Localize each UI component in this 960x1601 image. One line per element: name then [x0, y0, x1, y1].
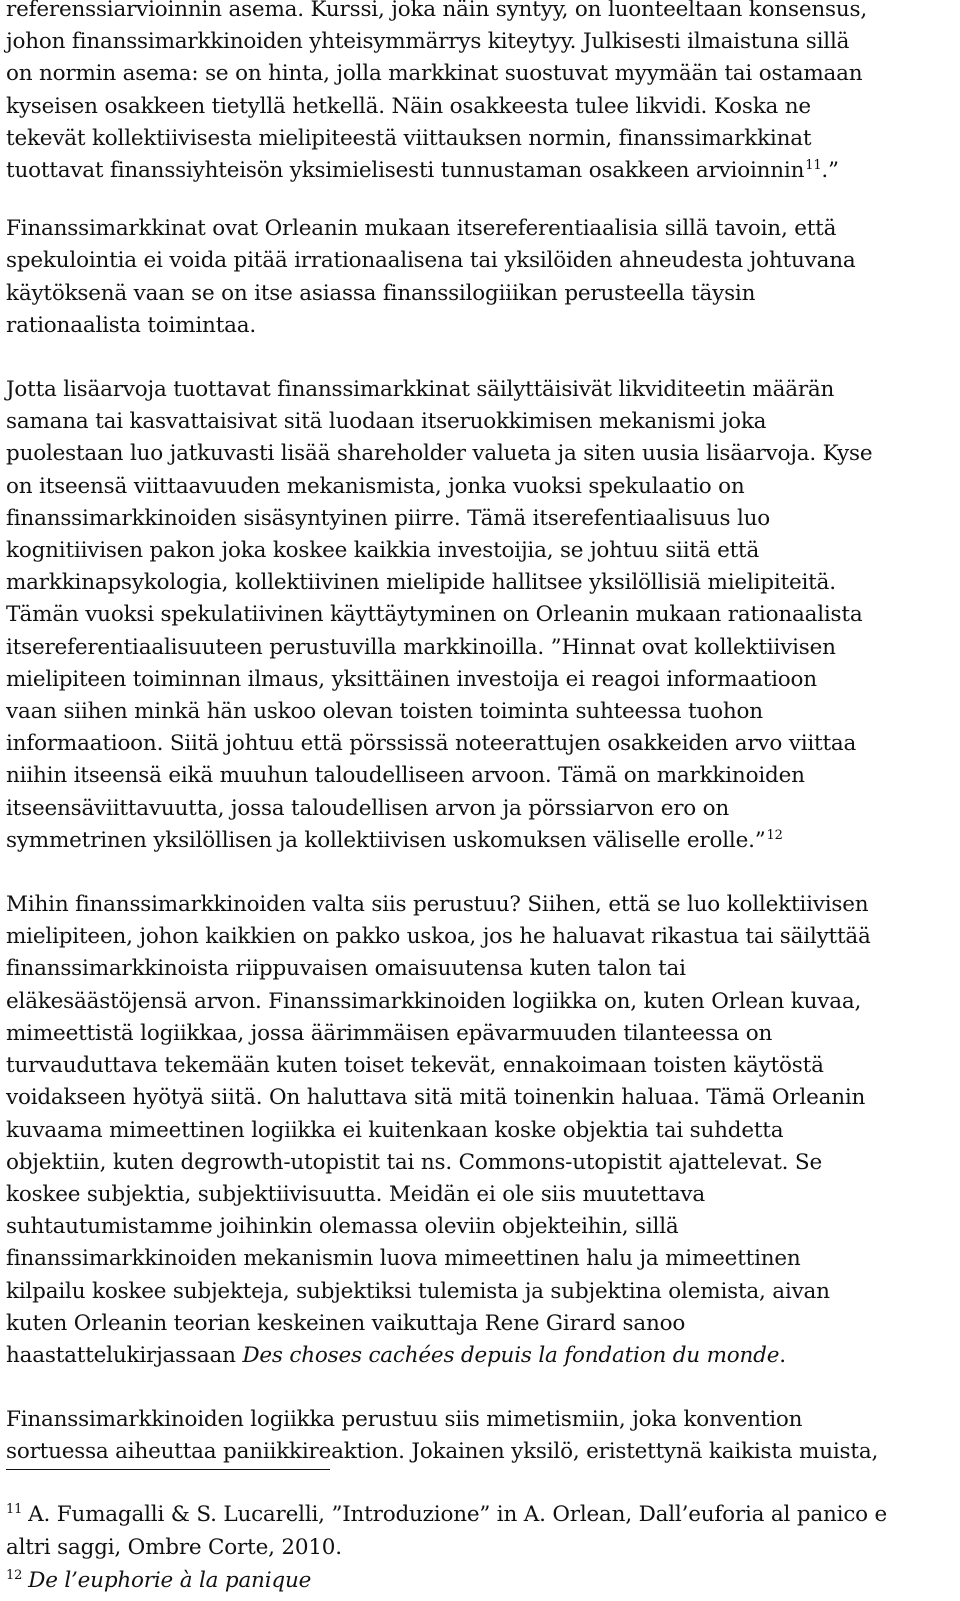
text-line: referenssiarvioinnin asema. Kurssi, joka näin syntyy, on luonteeltaan konsensus,	[6, 0, 867, 22]
text-line: Jotta lisäarvoja tuottavat finanssimarkkinat säilyttäisivät likviditeetin määrän	[6, 377, 835, 403]
text-line: objektiin, kuten degrowth-utopistit tai ns. Commons-utopistit ajattelevat. Se	[6, 1149, 822, 1175]
text-line: niihin itseensä eikä muuhun taloudelliseen arvoon. Tämä on markkinoiden	[6, 763, 805, 789]
text-line: on normin asema: se on hinta, jolla markkinat suostuvat myymään tai ostamaan	[6, 61, 863, 87]
text-line: eläkesäästöjensä arvon. Finanssimarkkinoiden logiikka on, kuten Orlean kuvaa,	[6, 988, 862, 1014]
paragraph-3	[6, 374, 950, 857]
text-line: Tämän vuoksi spekulatiivinen käyttäytyminen on Orleanin mukaan rationaalista	[6, 602, 863, 628]
sentence-end: .	[779, 1342, 786, 1368]
text-line: sortuessa aiheuttaa paniikkireaktion. Jokainen yksilö, eristettynä kaikista muista,	[6, 1439, 879, 1465]
text-line: puolestaan luo jatkuvasti lisää shareholder valueta ja siten uusia lisäarvoja. Kyse	[6, 441, 873, 467]
text-line: Mihin finanssimarkkinoiden valta siis perustuu? Siihen, että se luo kollektiivisen	[6, 892, 869, 918]
text-line: turvauduttava tekemään kuten toiset tekevät, ennakoimaan toisten käytöstä	[6, 1053, 824, 1079]
text-line: kuten Orleanin teorian keskeinen vaikuttaja Rene Girard sanoo	[6, 1310, 686, 1336]
text-line	[6, 155, 950, 187]
footnote-number: 12	[6, 1568, 23, 1583]
footnote-text: A. Fumagalli & S. Lucarelli, ”Introduzione” in A. Orlean, Dall’euforia al panico e	[28, 1502, 888, 1527]
text-line: samana tai kasvattaisivat sitä luodaan itseruokkimisen mekanismi joka	[6, 409, 767, 435]
text-line: kyseisen osakkeen tietyllä hetkellä. Näin osakkeesta tulee likvidi. Koska ne	[6, 93, 811, 119]
text-line-content: symmetrinen yksilöllisen ja kollektiivisen uskomuksen väliselle erolle.”	[6, 827, 766, 853]
footnote-text: De l’euphorie à la panique	[28, 1568, 312, 1593]
text-line: informaatioon. Siitä johtuu että pörssissä noteerattujen osakkeiden arvo viittaa	[6, 731, 857, 757]
paragraph-5	[6, 1404, 950, 1468]
text-line: itseensäviittavuutta, jossa taloudellisen arvon ja pörssiarvon ero on	[6, 795, 730, 821]
footnote-12	[6, 1564, 950, 1597]
text-line: kilpailu koskee subjekteja, subjektiksi tulemista ja subjektina olemista, aivan	[6, 1278, 830, 1304]
closing-quote: .”	[821, 158, 839, 184]
text-line: Finanssimarkkinat ovat Orleanin mukaan itsereferentiaalisia sillä tavoin, että	[6, 216, 837, 242]
footnote-number: 11	[6, 1502, 23, 1517]
footnote-11-continued: altri saggi, Ombre Corte, 2010.	[6, 1535, 342, 1560]
text-line: Finanssimarkkinoiden logiikka perustuu siis mimetismiin, joka konvention	[6, 1407, 803, 1433]
text-line: tekevät kollektiivisesta mielipiteestä viittauksen normin, finanssimarkkinat	[6, 125, 812, 151]
text-line: markkinapsykologia, kollektiivinen mielipide hallitsee yksilöllisiä mielipiteitä.	[6, 570, 836, 596]
paragraph-2	[6, 213, 950, 342]
text-line: on itseensä viittaavuuden mekanismista, jonka vuoksi spekulaatio on	[6, 473, 745, 499]
text-line: itsereferentiaalisuuteen perustuvilla markkinoilla. ”Hinnat ovat kollektiivisen	[6, 634, 836, 660]
footnote-11	[6, 1498, 950, 1531]
text-line: mielipiteen, johon kaikkien on pakko uskoa, jos he haluavat rikastua tai säilyttää	[6, 924, 871, 950]
text-line: mimeettistä logiikkaa, jossa äärimmäisen epävarmuuden tilanteessa on	[6, 1020, 773, 1046]
footnotes	[6, 1498, 950, 1597]
text-line: spekulointia ei voida pitää irrationaalisena tai yksilöiden ahneudesta johtuvana	[6, 248, 856, 274]
text-line: finanssimarkkinoiden sisäsyntyinen piirre. Tämä itserefentiaalisuus luo	[6, 505, 771, 531]
text-line: koskee subjektia, subjektiivisuutta. Meidän ei ole siis muutettava	[6, 1181, 705, 1207]
text-line: johon finanssimarkkinoiden yhteisymmärrys kiteytyy. Julkisesti ilmaistuna sillä	[6, 29, 850, 55]
text-line: kognitiivisen pakon joka koskee kaikkia investoijia, se johtuu siitä että	[6, 538, 760, 564]
text-line: finanssimarkkinoista riippuvaisen omaisuutensa kuten talon tai	[6, 956, 686, 982]
book-title: Des choses cachées depuis la fondation du monde	[242, 1342, 780, 1368]
text-line: finanssimarkkinoiden mekanismin luova mimeettinen halu ja mimeettinen	[6, 1246, 801, 1272]
text-line: kuvaama mimeettinen logiikka ei kuitenkaan koske objektia tai suhdetta	[6, 1117, 784, 1143]
body-text	[6, 0, 950, 1501]
text-line	[6, 825, 950, 857]
text-line: vaan siihen minkä hän uskoo olevan toisten toiminta suhteessa tuohon	[6, 699, 763, 725]
text-line: mielipiteen toiminnan ilmaus, yksittäinen investoija ei reagoi informaatioon	[6, 666, 817, 692]
text-line-content: tuottavat finanssiyhteisön yksimielisesti tunnustaman osakkeen arvioinnin	[6, 158, 805, 184]
text-line-content: haastattelukirjassaan	[6, 1342, 243, 1368]
paragraph-1	[6, 0, 950, 187]
footnote-ref-11[interactable]: 11	[805, 158, 822, 174]
text-line: voidakseen hyötyä siitä. On haluttava sitä mitä toinenkin haluaa. Tämä Orleanin	[6, 1085, 866, 1111]
text-line: rationaalista toimintaa.	[6, 312, 256, 338]
footnote-ref-12[interactable]: 12	[766, 827, 783, 843]
footnote-divider	[6, 1469, 330, 1470]
text-line	[6, 1340, 950, 1372]
text-line: suhtautumistamme joihinkin olemassa oleviin objekteihin, sillä	[6, 1214, 679, 1240]
text-line: käytöksenä vaan se on itse asiassa finanssilogiiikan perusteella täysin	[6, 280, 756, 306]
paragraph-4	[6, 889, 950, 1372]
